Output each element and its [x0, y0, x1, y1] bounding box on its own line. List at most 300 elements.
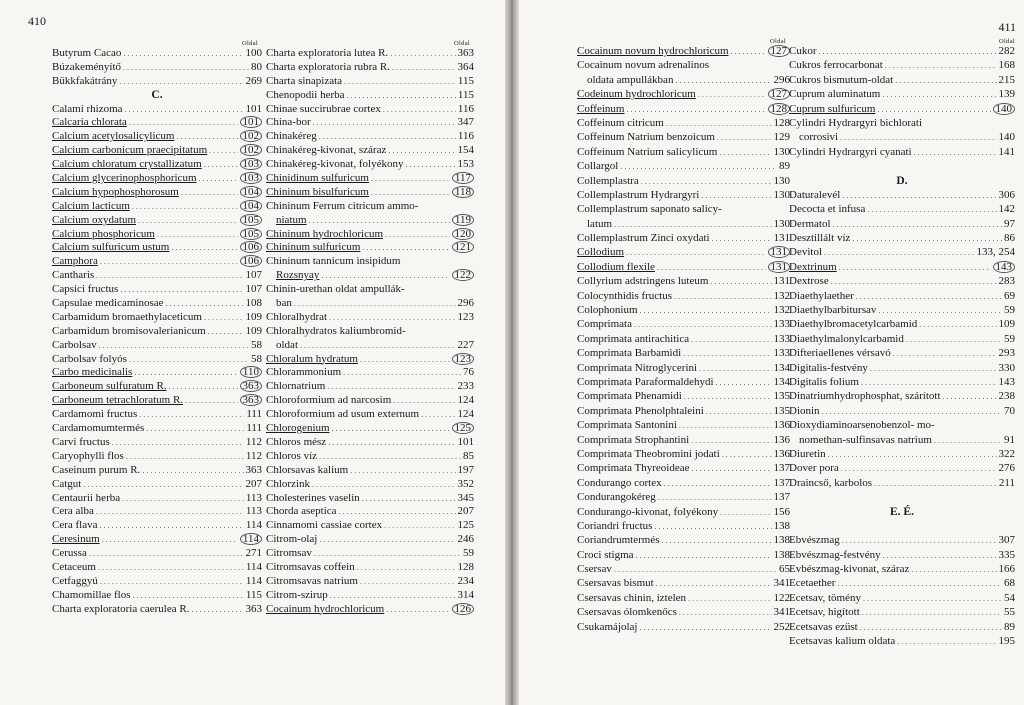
entry-term: Citromsavas natrium [266, 574, 358, 587]
index-entry [789, 375, 1015, 389]
section-heading: E. É. [890, 505, 914, 518]
entry-page-number: 135 [773, 390, 790, 403]
entry-term: Cinnamomi cassiae cortex [266, 519, 383, 532]
book-gutter [505, 0, 519, 705]
entry-term: Cukros bismutum-oldat [789, 73, 894, 86]
leader-dots [314, 547, 461, 561]
leader-dots [640, 304, 772, 317]
leader-dots [656, 577, 772, 590]
index-entry [266, 353, 474, 367]
entry-page-number: 307 [998, 534, 1015, 547]
entry-term: Calcium carbonicum praecipitatum [52, 144, 208, 157]
leader-dots [102, 533, 238, 547]
entry-term: Coffeinum Natrium salicylicum [577, 145, 718, 158]
entry-term: Chlorogenium [266, 422, 330, 435]
entry-page-number: 126 [452, 603, 475, 615]
index-entry [52, 311, 262, 325]
entry-page-number: 197 [457, 463, 474, 476]
entry-page-number: 125 [457, 519, 474, 532]
leader-dots [841, 462, 997, 475]
column-header: Oldal [454, 40, 470, 47]
index-entry [789, 44, 1015, 58]
leader-dots [893, 347, 997, 360]
entry-page-number: 269 [245, 74, 262, 87]
leader-dots [641, 175, 772, 188]
index-entry [789, 404, 1015, 418]
leader-dots [906, 333, 1002, 346]
index-entry [266, 547, 474, 561]
entry-term: Chlorzink [266, 477, 310, 490]
entry-term: Calcaria chlorata [52, 116, 127, 129]
leader-dots [421, 408, 455, 422]
index-entry [266, 116, 474, 130]
entry-page-number: 109 [245, 324, 262, 337]
leader-dots [842, 189, 996, 202]
index-entry [266, 533, 474, 547]
index-entry [52, 75, 262, 89]
entry-page-number: 130 [773, 145, 790, 158]
leader-dots [169, 380, 238, 394]
leader-dots [134, 366, 238, 380]
leader-dots [357, 561, 456, 575]
entry-page-number: 104 [240, 186, 263, 198]
entry-page-number: 131 [773, 275, 790, 288]
entry-page-number: 322 [998, 447, 1015, 460]
entry-page-number: 117 [452, 172, 474, 184]
entry-term: Comprimata Strophantini [577, 433, 690, 446]
entry-page-number: 166 [998, 563, 1015, 576]
leader-dots [344, 75, 456, 89]
entry-page-number: 111 [246, 408, 262, 421]
entry-page-number: 118 [452, 186, 474, 198]
leader-dots [620, 160, 777, 173]
entry-term: Citrom-szirup [266, 588, 328, 601]
entry-term: Diaethylbromacetylcarbamid [789, 318, 918, 331]
index-entry [266, 144, 474, 158]
entry-term: Comprimata Santonini [577, 419, 677, 432]
entry-term: Diaethylmalonylcarbamid [789, 332, 904, 345]
entry-term: Chininum hydrochloricum [266, 227, 384, 240]
entry-page-number: 364 [457, 60, 474, 73]
entry-term: Csersavas chinin, iztelen [577, 591, 687, 604]
entry-term: Collodium [577, 246, 625, 259]
leader-dots [125, 103, 244, 117]
entry-term: Collodium flexile [577, 260, 655, 273]
index-entry [52, 422, 262, 436]
entry-page-number: 363 [245, 463, 262, 476]
entry-page-number: 128 [773, 116, 790, 129]
index-entry [789, 102, 1015, 116]
entry-term: Diaethylbarbitursav [789, 304, 877, 317]
leader-dots [166, 297, 244, 311]
entry-page-number: 116 [457, 130, 474, 143]
entry-page-number: 122 [773, 591, 790, 604]
entry-page-number: 113 [245, 505, 262, 518]
column-header: Oldal [999, 38, 1015, 45]
index-entry [789, 533, 1015, 547]
entry-page-number: 101 [457, 435, 474, 448]
entry-page-number: 110 [240, 366, 262, 378]
leader-dots [626, 246, 765, 259]
entry-term: Charta exploratoria caerulea R. [52, 602, 190, 615]
entry-term: Chlorsavas kalium [266, 463, 349, 476]
entry-term: Difteriaellenes vérsavó [789, 347, 891, 360]
leader-dots [675, 74, 771, 87]
index-entry [789, 591, 1015, 605]
leader-dots [327, 380, 455, 394]
index-entry [52, 103, 262, 117]
leader-dots [89, 547, 244, 561]
entry-term: Dinatriumhydrophosphat, szárított [789, 390, 941, 403]
index-entry [52, 519, 262, 533]
entry-page-number: 103 [240, 172, 263, 184]
index-entry [266, 464, 474, 478]
leader-dots [204, 158, 238, 172]
leader-dots [99, 339, 249, 353]
entry-term: Dionin [789, 404, 820, 417]
index-entry [789, 332, 1015, 346]
leader-dots [120, 283, 243, 297]
leader-dots [309, 214, 450, 228]
entry-term: corrosivi [799, 131, 839, 144]
leader-dots [126, 450, 244, 464]
entry-term: Csersav [577, 563, 612, 576]
leader-dots [828, 448, 997, 461]
entry-page-number: 109 [998, 318, 1015, 331]
leader-dots [319, 533, 455, 547]
entry-term: Caryophylli flos [52, 449, 124, 462]
leader-dots [204, 311, 244, 325]
index-entry [52, 478, 262, 492]
leader-dots [142, 464, 243, 478]
leader-dots [914, 146, 997, 159]
entry-page-number: 89 [779, 160, 790, 173]
index-entry [52, 61, 262, 75]
leader-dots [658, 491, 772, 504]
entry-term: Digitalis-festvény [789, 361, 868, 374]
entry-list [52, 47, 262, 617]
entry-term: Evbészmag-kivonat, száraz [789, 563, 910, 576]
index-entry [52, 547, 262, 561]
index-entry [52, 394, 262, 408]
leader-dots [870, 362, 997, 375]
leader-dots [360, 575, 456, 589]
entry-term: oldata ampullákban [587, 73, 674, 86]
entry-page-number: 85 [463, 449, 474, 462]
index-entry [577, 562, 790, 576]
leader-dots [640, 621, 772, 634]
entry-term: Comprimata Theobromini jodati [577, 447, 720, 460]
entry-page-number: 347 [457, 116, 474, 129]
entry-page-number: 135 [773, 404, 790, 417]
leader-dots [390, 47, 455, 61]
index-entry [266, 130, 474, 144]
entry-page-number: 282 [998, 45, 1015, 57]
index-entry [266, 61, 474, 75]
entry-term: Bükkfakátrány [52, 74, 118, 87]
entry-page-number: 238 [998, 390, 1015, 403]
index-entry [577, 159, 790, 173]
entry-term: Carbamidum bromisovalerianicum [52, 324, 206, 337]
entry-page-number: 116 [457, 102, 474, 115]
entry-term: Chloralhydrat [266, 310, 328, 323]
leader-dots [882, 88, 996, 101]
entry-page-number: 134 [773, 375, 790, 388]
leader-dots [698, 88, 766, 101]
leader-dots [943, 390, 997, 403]
entry-page-number: 133, 254 [976, 246, 1015, 259]
entry-term: Calcium hypophosphorosum [52, 185, 179, 198]
entry-page-number: 123 [457, 310, 474, 323]
leader-dots [919, 318, 996, 331]
leader-dots [819, 45, 997, 58]
index-entry [789, 476, 1015, 490]
entry-term: Collargol [577, 160, 619, 173]
index-entry [789, 202, 1015, 216]
leader-dots [328, 436, 455, 450]
leader-dots [691, 333, 771, 346]
leader-dots [719, 146, 771, 159]
leader-dots [874, 477, 997, 490]
entry-term: Comprimata Nitroglycerini [577, 361, 698, 374]
leader-dots [626, 103, 765, 116]
entry-term: Carbolsav folyós [52, 352, 127, 365]
leader-dots [679, 606, 772, 619]
entry-term: Cocainum novum adrenalinos [577, 59, 709, 72]
entry-term: Calcium oxydatum [52, 213, 137, 226]
leader-dots [934, 434, 1002, 447]
entry-page-number: 252 [773, 620, 790, 633]
entry-page-number: 105 [240, 214, 263, 226]
entry-term: Búzakeményítő [52, 60, 122, 73]
index-entry [577, 591, 790, 605]
entry-term: Calcium acetylosalicylicum [52, 130, 175, 143]
entry-page-number: 104 [240, 200, 263, 212]
index-entry [52, 575, 262, 589]
entry-page-number: 130 [773, 174, 790, 187]
entry-page-number: 141 [998, 145, 1015, 158]
entry-term: Croci stigma [577, 548, 634, 561]
index-entry [52, 492, 262, 506]
index-entry [789, 188, 1015, 202]
entry-term: Colocynthidis fructus [577, 289, 673, 302]
leader-dots [146, 422, 244, 436]
index-entry [577, 332, 790, 346]
entry-term: Carvi fructus [52, 435, 110, 448]
entry-page-number: 314 [457, 588, 474, 601]
index-entry [789, 389, 1015, 403]
entry-term: Colophonium [577, 304, 638, 317]
entry-term: Daturalevél [789, 188, 841, 201]
entry-term: Cetfaggyú [52, 574, 98, 587]
entry-page-number: 124 [457, 394, 474, 407]
index-entry [577, 87, 790, 101]
entry-term: Ecetsav, tömény [789, 591, 861, 604]
entry-page-number: 121 [452, 241, 475, 253]
leader-dots [100, 575, 244, 589]
index-entry [577, 548, 790, 562]
index-entry [52, 339, 262, 353]
entry-term: Calcium glycerinophosphoricum [52, 172, 197, 185]
index-entry [52, 450, 262, 464]
index-entry [789, 461, 1015, 475]
entry-term: Capsulae medicaminosae [52, 297, 164, 310]
entry-page-number: 207 [457, 505, 474, 518]
index-entry [577, 317, 790, 331]
entry-term: Ecetsavas kalium oldata [789, 635, 896, 648]
leader-dots [321, 269, 449, 283]
index-entry [577, 145, 790, 159]
entry-term: Calcium lacticum [52, 199, 130, 212]
index-entry [266, 172, 474, 186]
index-entry [52, 436, 262, 450]
index-entry [52, 186, 262, 200]
leader-dots [883, 549, 997, 562]
index-entry [52, 325, 262, 339]
leader-dots [717, 131, 772, 144]
entry-term: Draincső, karbolos [789, 476, 873, 489]
index-entry [52, 533, 262, 547]
entry-term: Caseinum purum R. [52, 463, 141, 476]
entry-term: Chininum tannicum insipidum [266, 255, 401, 268]
entry-page-number: 115 [457, 88, 474, 101]
index-entry [266, 241, 474, 255]
leader-dots [171, 241, 237, 255]
entry-term: Cocainum novum hydrochloricum [577, 45, 729, 57]
entry-term: Chinakéreg-kivonat, száraz [266, 144, 387, 157]
entry-term: Coriandrumtermés [577, 534, 660, 547]
leader-dots [877, 103, 990, 116]
leader-dots [674, 290, 771, 303]
index-entry [789, 303, 1015, 317]
entry-term: Coriandri fructus [577, 519, 653, 532]
entry-page-number: 215 [998, 73, 1015, 86]
index-entry [577, 130, 790, 144]
entry-term: Catgut [52, 477, 82, 490]
index-entry [52, 158, 262, 172]
leader-dots [710, 275, 771, 288]
entry-term: Csersavas ólomkenőcs [577, 606, 677, 619]
entry-term: Cerussa [52, 547, 87, 560]
entry-term: Chloros víz [266, 449, 318, 462]
leader-dots [706, 405, 772, 418]
left-page [0, 0, 505, 705]
leader-dots [405, 158, 455, 172]
entry-page-number: 107 [245, 269, 262, 282]
entry-term: Collemplastrum Zinci oxydati [577, 232, 710, 245]
leader-dots [112, 436, 244, 450]
index-entry [789, 145, 1015, 159]
index-entry [789, 130, 1015, 144]
entry-term: Centaurii herba [52, 491, 121, 504]
entry-term: Chloroformium ad usum externum [266, 408, 420, 421]
leader-dots [661, 534, 771, 547]
entry-term: Citrom-olaj [266, 533, 318, 546]
entry-term: Ceresinum [52, 533, 100, 546]
leader-dots [191, 603, 243, 617]
index-entry [789, 274, 1015, 288]
index-entry [577, 102, 790, 116]
leader-dots [132, 200, 238, 214]
entry-page-number: 89 [1004, 620, 1015, 633]
index-entry [52, 603, 262, 617]
leader-dots [691, 434, 771, 447]
entry-page-number: 363 [457, 47, 474, 59]
leader-dots [837, 577, 1002, 590]
entry-term: Coffeinum Natrium benzoicum [577, 131, 715, 144]
entry-page-number: 335 [998, 548, 1015, 561]
entry-list [789, 44, 1015, 648]
entry-term: Digitalis folium [789, 375, 859, 388]
index-entry [577, 188, 790, 202]
entry-page-number: 140 [998, 131, 1015, 144]
index-entry [266, 589, 474, 603]
index-entry [52, 505, 262, 519]
entry-page-number: 114 [245, 574, 262, 587]
leader-dots [123, 47, 243, 61]
index-entry [577, 289, 790, 303]
entry-term: Condurangokéreg [577, 491, 656, 504]
leader-dots [712, 232, 772, 245]
index-entry [577, 620, 790, 634]
entry-page-number: 55 [1004, 606, 1015, 619]
entry-term: Devitol [789, 246, 822, 259]
index-entry [266, 325, 474, 339]
leader-dots [860, 621, 1002, 634]
entry-page-number: 106 [240, 255, 263, 267]
entry-term: Comprimata Paraformaldehydi [577, 375, 714, 388]
entry-page-number: 115 [457, 74, 474, 87]
entry-page-number: 363 [240, 394, 263, 406]
entry-page-number: 341 [773, 577, 790, 590]
entry-term: Chloros mész [266, 435, 327, 448]
index-entry [577, 418, 790, 432]
index-entry [266, 339, 474, 353]
entry-page-number: 168 [998, 59, 1015, 72]
entry-page-number: 136 [773, 447, 790, 460]
leader-dots [96, 505, 244, 519]
entry-page-number: 137 [773, 491, 790, 504]
entry-term: Carbolsav [52, 338, 97, 351]
entry-term: Chenopodii herba [266, 88, 345, 101]
entry-page-number: 156 [773, 505, 790, 518]
index-entry [266, 228, 474, 242]
index-entry [52, 561, 262, 575]
index-entry [266, 75, 474, 89]
entry-term: latum [587, 217, 613, 230]
entry-page-number: 120 [452, 228, 475, 240]
leader-dots [329, 311, 455, 325]
entry-page-number: 119 [452, 214, 474, 226]
leader-dots [138, 214, 237, 228]
index-entry [266, 103, 474, 117]
leader-dots [319, 450, 461, 464]
index-entry [789, 260, 1015, 274]
entry-page-number: 58 [251, 338, 262, 351]
entry-term: Comprimata Thyreoideae [577, 462, 690, 475]
entry-page-number: 143 [993, 261, 1016, 273]
spacer [789, 159, 1015, 173]
leader-dots [185, 394, 237, 408]
entry-term: niatum [276, 213, 307, 226]
index-entry [789, 87, 1015, 101]
entry-page-number: 133 [773, 318, 790, 331]
index-entry [266, 297, 474, 311]
entry-term: Calcium phosphoricum [52, 227, 155, 240]
index-entry [266, 200, 474, 214]
index-entry [266, 603, 474, 617]
leader-dots [157, 228, 238, 242]
